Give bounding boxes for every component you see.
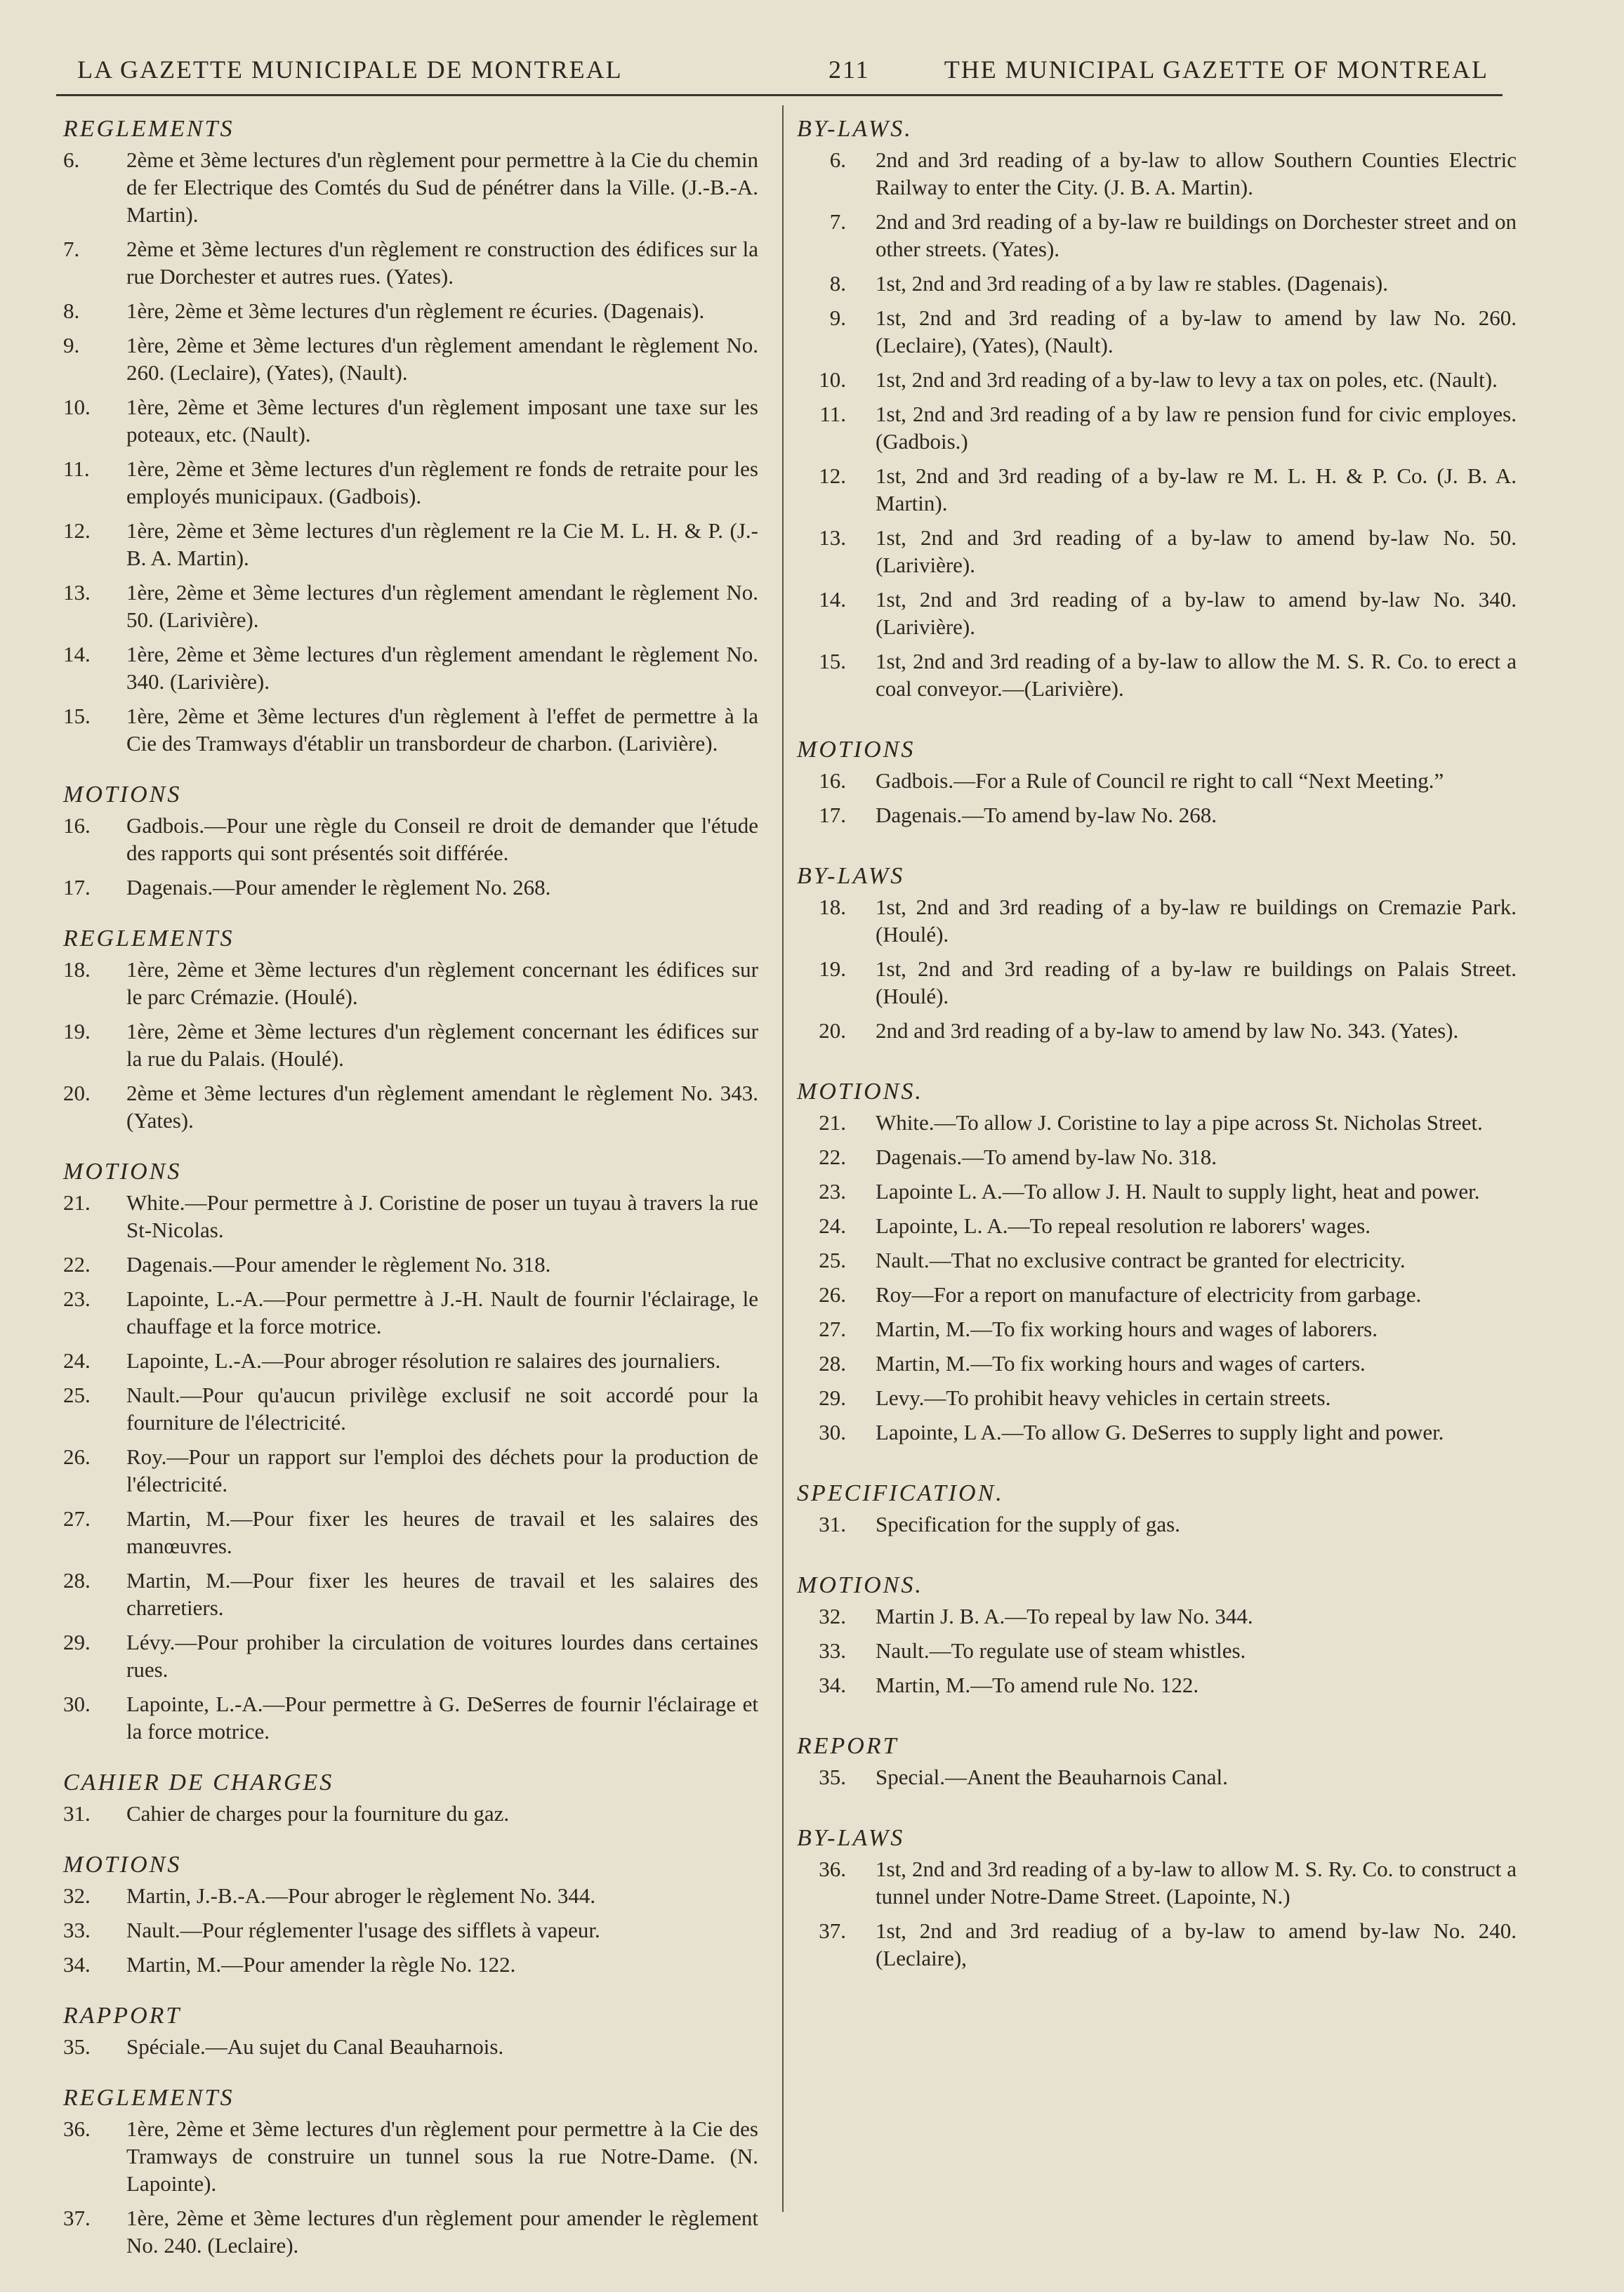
header-rule bbox=[56, 94, 1503, 96]
item-number: 17. bbox=[819, 803, 846, 827]
item-text: 1st, 2nd and 3rd reading of a by-law to amend by law No. 260. (Leclaire), (Yates), (Nault). bbox=[876, 305, 1517, 357]
list-item bbox=[797, 647, 1517, 702]
list-item bbox=[797, 1246, 1517, 1274]
item-text: Levy.—To prohibit heavy vehicles in certain streets. bbox=[876, 1385, 1331, 1410]
item-text: 2ème et 3ème lectures d'un règlement re construction des édifices sur la rue Dorchester et autres rues. (Yates). bbox=[126, 237, 758, 289]
item-text: Spéciale.—Au sujet du Canal Beauharnois. bbox=[126, 2034, 504, 2059]
item-text: Lapointe, L.-A.—Pour permettre à J.-H. Nault de fournir l'éclairage, le chauffage et la force motrice. bbox=[126, 1286, 758, 1338]
item-text: 1st, 2nd and 3rd reading of a by-law to amend by-law No. 340. (Larivière). bbox=[876, 587, 1517, 639]
item-number: 28. bbox=[819, 1351, 846, 1376]
item-text: 1ère, 2ème et 3ème lectures d'un règlement re écuries. (Dagenais). bbox=[126, 298, 705, 323]
item-number: 34. bbox=[819, 1673, 846, 1697]
item-text: Dagenais.—To amend by-law No. 318. bbox=[876, 1145, 1217, 1169]
section-heading: REPORT bbox=[797, 1733, 899, 1759]
list-item bbox=[63, 1079, 758, 1134]
item-number: 20. bbox=[63, 1081, 91, 1105]
item-number: 6. bbox=[63, 147, 80, 172]
page-number: 211 bbox=[828, 55, 870, 84]
list-item bbox=[63, 1690, 758, 1745]
item-number: 25. bbox=[63, 1383, 91, 1407]
item-number: 28. bbox=[63, 1568, 91, 1593]
list-item bbox=[797, 1384, 1517, 1411]
item-text: Cahier de charges pour la fourniture du gaz. bbox=[126, 1801, 510, 1826]
item-text: Specification for the supply of gas. bbox=[876, 1512, 1180, 1536]
list-item bbox=[63, 1251, 758, 1278]
item-number: 29. bbox=[819, 1385, 846, 1410]
list-item bbox=[797, 1178, 1517, 1205]
item-number: 7. bbox=[63, 237, 80, 261]
item-text: 2ème et 3ème lectures d'un règlement amendant le règlement No. 343. (Yates). bbox=[126, 1081, 758, 1133]
item-number: 37. bbox=[819, 1918, 846, 1943]
section-heading: MOTIONS bbox=[63, 782, 182, 808]
list-item bbox=[797, 955, 1517, 1010]
item-text: 2nd and 3rd reading of a by-law re buildings on Dorchester street and on other streets. (Yates). bbox=[876, 209, 1517, 261]
item-number: 26. bbox=[63, 1444, 91, 1469]
list-item bbox=[63, 1628, 758, 1683]
section-heading: BY-LAWS bbox=[797, 1825, 905, 1851]
list-item bbox=[63, 1916, 758, 1944]
list-item bbox=[63, 1189, 758, 1244]
section-heading: REGLEMENTS bbox=[63, 2085, 235, 2111]
item-number: 6. bbox=[829, 147, 846, 172]
item-number: 35. bbox=[63, 2034, 91, 2059]
item-text: 1ère, 2ème et 3ème lectures d'un règlement à l'effet de permettre à la Cie des Tramways d'établir un transbordeur de charbon. (Larivière). bbox=[126, 704, 758, 756]
item-number: 37. bbox=[63, 2206, 91, 2230]
item-text: 1st, 2nd and 3rd reading of a by-law to levy a tax on poles, etc. (Nault). bbox=[876, 367, 1498, 392]
item-number: 15. bbox=[63, 704, 91, 728]
item-text: 1ère, 2ème et 3ème lectures d'un règlement amendant le règlement No. 340. (Larivière). bbox=[126, 642, 758, 694]
list-item bbox=[63, 235, 758, 290]
section-heading: MOTIONS. bbox=[797, 1572, 923, 1598]
item-number: 30. bbox=[63, 1692, 91, 1716]
item-text: Roy—For a report on manufacture of electricity from garbage. bbox=[876, 1282, 1422, 1307]
list-item bbox=[797, 1637, 1517, 1664]
item-text: 1ère, 2ème et 3ème lectures d'un règlement concernant les édifices sur le parc Crémazie. (Houlé). bbox=[126, 957, 758, 1009]
item-text: Nault.—That no exclusive contract be granted for electricity. bbox=[876, 1248, 1406, 1272]
item-text: 2nd and 3rd reading of a by-law to amend by law No. 343. (Yates). bbox=[876, 1018, 1459, 1043]
item-text: 1st, 2nd and 3rd reading of a by-law to allow the M. S. R. Co. to erect a coal conveyor.—(Larivière). bbox=[876, 649, 1517, 701]
item-number: 31. bbox=[819, 1512, 846, 1536]
item-text: 1st, 2nd and 3rd readiug of a by-law to amend by-law No. 240. (Leclaire), bbox=[876, 1918, 1517, 1970]
list-item bbox=[63, 640, 758, 695]
item-number: 11. bbox=[819, 402, 846, 426]
item-text: 1st, 2nd and 3rd reading of a by-law to amend by-law No. 50. (Larivière). bbox=[876, 525, 1517, 577]
item-number: 21. bbox=[819, 1110, 846, 1135]
list-item bbox=[63, 1285, 758, 1340]
item-text: Lapointe, L A.—To allow G. DeSerres to supply light and power. bbox=[876, 1420, 1444, 1444]
list-item bbox=[797, 1763, 1517, 1791]
item-number: 36. bbox=[819, 1857, 846, 1881]
item-text: Gadbois.—Pour une règle du Conseil re droit de demander que l'étude des rapports qui sont présentés soit différée. bbox=[126, 813, 758, 865]
item-text: Gadbois.—For a Rule of Council re right to call “Next Meeting.” bbox=[876, 768, 1444, 793]
item-text: Lévy.—Pour prohiber la circulation de voitures lourdes dans certaines rues. bbox=[126, 1630, 758, 1682]
list-item bbox=[797, 1917, 1517, 1972]
item-number: 17. bbox=[63, 875, 91, 900]
item-number: 32. bbox=[819, 1604, 846, 1628]
item-number: 20. bbox=[819, 1018, 846, 1043]
item-number: 26. bbox=[819, 1282, 846, 1307]
list-item bbox=[797, 1510, 1517, 1538]
item-text: Nault.—Pour réglementer l'usage des sifflets à vapeur. bbox=[126, 1918, 600, 1942]
item-number: 35. bbox=[819, 1765, 846, 1789]
list-item bbox=[797, 524, 1517, 579]
item-number: 18. bbox=[63, 957, 91, 982]
list-item bbox=[797, 1143, 1517, 1171]
list-item bbox=[63, 455, 758, 510]
item-number: 22. bbox=[63, 1252, 91, 1277]
item-number: 9. bbox=[63, 333, 80, 357]
item-number: 18. bbox=[819, 895, 846, 919]
section-heading: REGLEMENTS bbox=[63, 116, 235, 142]
item-text: Lapointe, L. A.—To repeal resolution re laborers' wages. bbox=[876, 1213, 1371, 1238]
item-text: 1st, 2nd and 3rd reading of a by-law re buildings on Palais Street. (Houlé). bbox=[876, 956, 1517, 1008]
item-text: 1st, 2nd and 3rd reading of a by-law to allow M. S. Ry. Co. to construct a tunnel under Notre-Dame Street. (Lapointe, N.) bbox=[876, 1857, 1517, 1909]
item-number: 27. bbox=[63, 1506, 91, 1531]
header-french-title: LA GAZETTE MUNICIPALE DE MONTREAL bbox=[77, 55, 623, 84]
item-number: 16. bbox=[63, 813, 91, 838]
item-number: 14. bbox=[63, 642, 91, 666]
item-text: 1ère, 2ème et 3ème lectures d'un règlement amendant le règlement No. 260. (Leclaire), (Yates), (Nault). bbox=[126, 333, 758, 385]
list-item bbox=[63, 517, 758, 572]
list-item bbox=[797, 270, 1517, 297]
item-text: Martin, J.-B.-A.—Pour abroger le règlement No. 344. bbox=[126, 1883, 596, 1908]
item-text: 1st, 2nd and 3rd reading of a by law re stables. (Dagenais). bbox=[876, 271, 1388, 296]
list-item bbox=[63, 331, 758, 386]
page-header bbox=[77, 55, 1488, 88]
item-text: Martin, M.—To amend rule No. 122. bbox=[876, 1673, 1199, 1697]
list-item bbox=[797, 586, 1517, 640]
list-item bbox=[63, 297, 758, 324]
item-number: 36. bbox=[63, 2116, 91, 2141]
list-item bbox=[63, 1951, 758, 1978]
section-heading: RAPPORT bbox=[63, 2003, 182, 2029]
list-item bbox=[797, 146, 1517, 201]
list-item bbox=[63, 1443, 758, 1498]
section-heading: MOTIONS bbox=[797, 737, 916, 763]
section-heading: CAHIER DE CHARGES bbox=[63, 1770, 334, 1796]
item-number: 10. bbox=[819, 367, 846, 392]
list-item bbox=[63, 702, 758, 757]
item-number: 24. bbox=[63, 1348, 91, 1373]
item-text: 1ère, 2ème et 3ème lectures d'un règlement pour amender le règlement No. 240. (Leclaire). bbox=[126, 2206, 758, 2258]
item-text: Martin, M.—To fix working hours and wages of carters. bbox=[876, 1351, 1366, 1376]
item-number: 12. bbox=[819, 463, 846, 488]
list-item bbox=[797, 767, 1517, 794]
item-text: 1ère, 2ème et 3ème lectures d'un règlement amendant le règlement No. 50. (Larivière). bbox=[126, 580, 758, 632]
item-text: Roy.—Pour un rapport sur l'emploi des déchets pour la production de l'électricité. bbox=[126, 1444, 758, 1496]
list-item bbox=[797, 1602, 1517, 1630]
section-heading: REGLEMENTS bbox=[63, 926, 235, 951]
item-number: 27. bbox=[819, 1317, 846, 1341]
item-number: 19. bbox=[819, 956, 846, 981]
item-text: 1ère, 2ème et 3ème lectures d'un règlement pour permettre à la Cie des Tramways de construire un tunnel sous la rue Notre-Dame. (N. Lapointe). bbox=[126, 2116, 758, 2196]
section-heading: MOTIONS bbox=[63, 1852, 182, 1878]
item-text: Dagenais.—Pour amender le règlement No. 268. bbox=[126, 875, 551, 900]
list-item bbox=[63, 2033, 758, 2060]
item-number: 19. bbox=[63, 1019, 91, 1043]
list-item bbox=[797, 1281, 1517, 1308]
item-number: 9. bbox=[829, 305, 846, 330]
section-heading: MOTIONS bbox=[63, 1159, 182, 1185]
item-number: 14. bbox=[819, 587, 846, 612]
item-number: 25. bbox=[819, 1248, 846, 1272]
item-number: 16. bbox=[819, 768, 846, 793]
item-text: 2ème et 3ème lectures d'un règlement pour permettre à la Cie du chemin de fer Electrique des Comtés du Sud de pénétrer dans la Ville. (J.-B.-A. Martin). bbox=[126, 147, 758, 227]
item-text: Nault.—To regulate use of steam whistles. bbox=[876, 1638, 1246, 1663]
item-number: 8. bbox=[63, 298, 80, 323]
list-item bbox=[63, 1800, 758, 1827]
list-item bbox=[797, 304, 1517, 359]
item-text: Martin, M.—Pour fixer les heures de travail et les salaires des manœuvres. bbox=[126, 1506, 758, 1558]
list-item bbox=[797, 801, 1517, 829]
item-number: 11. bbox=[63, 456, 90, 481]
list-item bbox=[63, 1347, 758, 1374]
list-item bbox=[63, 146, 758, 228]
item-text: Dagenais.—To amend by-law No. 268. bbox=[876, 803, 1217, 827]
list-item bbox=[797, 208, 1517, 263]
list-item bbox=[797, 462, 1517, 517]
section-heading: BY-LAWS. bbox=[797, 116, 913, 142]
item-text: Lapointe, L.-A.—Pour permettre à G. DeSerres de fournir l'éclairage et la force motrice. bbox=[126, 1692, 758, 1744]
item-text: Martin, M.—To fix working hours and wages of laborers. bbox=[876, 1317, 1378, 1341]
item-text: White.—Pour permettre à J. Coristine de poser un tuyau à travers la rue St-Nicolas. bbox=[126, 1190, 758, 1242]
item-number: 15. bbox=[819, 649, 846, 673]
item-number: 32. bbox=[63, 1883, 91, 1908]
list-item bbox=[63, 1882, 758, 1909]
section-heading: SPECIFICATION. bbox=[797, 1480, 1004, 1506]
item-text: Lapointe, L.-A.—Pour abroger résolution re salaires des journaliers. bbox=[126, 1348, 721, 1373]
item-number: 12. bbox=[63, 518, 91, 543]
item-text: 1ère, 2ème et 3ème lectures d'un règlement concernant les édifices sur la rue du Palais. (Houlé). bbox=[126, 1019, 758, 1071]
item-text: 1ère, 2ème et 3ème lectures d'un règlement re la Cie M. L. H. & P. (J.-B. A. Martin). bbox=[126, 518, 758, 570]
list-item bbox=[63, 393, 758, 448]
item-number: 13. bbox=[819, 525, 846, 550]
list-item bbox=[797, 1418, 1517, 1446]
section-heading: MOTIONS. bbox=[797, 1079, 923, 1105]
item-number: 22. bbox=[819, 1145, 846, 1169]
list-item bbox=[797, 1109, 1517, 1136]
item-text: 1ère, 2ème et 3ème lectures d'un règlement re fonds de retraite pour les employés municipaux. (Gadbois). bbox=[126, 456, 758, 508]
item-text: Lapointe L. A.—To allow J. H. Nault to supply light, heat and power. bbox=[876, 1179, 1480, 1204]
item-number: 30. bbox=[819, 1420, 846, 1444]
header-english-title: THE MUNICIPAL GAZETTE OF MONTREAL bbox=[944, 55, 1488, 84]
list-item bbox=[63, 874, 758, 901]
item-number: 29. bbox=[63, 1630, 91, 1654]
list-item bbox=[797, 1315, 1517, 1343]
item-number: 31. bbox=[63, 1801, 91, 1826]
item-number: 23. bbox=[63, 1286, 91, 1311]
item-number: 33. bbox=[819, 1638, 846, 1663]
item-text: 1ère, 2ème et 3ème lectures d'un règlement imposant une taxe sur les poteaux, etc. (Nault). bbox=[126, 395, 758, 447]
item-text: Martin J. B. A.—To repeal by law No. 344. bbox=[876, 1604, 1253, 1628]
list-item bbox=[797, 1350, 1517, 1377]
item-number: 24. bbox=[819, 1213, 846, 1238]
item-text: Nault.—Pour qu'aucun privilège exclusif ne soit accordé pour la fourniture de l'électricité. bbox=[126, 1383, 758, 1435]
list-item bbox=[797, 893, 1517, 948]
section-heading: BY-LAWS bbox=[797, 863, 905, 889]
item-text: Martin, M.—Pour fixer les heures de travail et les salaires des charretiers. bbox=[126, 1568, 758, 1620]
item-text: 2nd and 3rd reading of a by-law to allow Southern Counties Electric Railway to enter the City. (J. B. A. Martin). bbox=[876, 147, 1517, 199]
english-column bbox=[797, 112, 1517, 2003]
list-item bbox=[63, 1381, 758, 1436]
list-item bbox=[797, 1671, 1517, 1699]
item-number: 13. bbox=[63, 580, 91, 605]
list-item bbox=[63, 956, 758, 1010]
list-item bbox=[797, 1855, 1517, 1910]
list-item bbox=[797, 366, 1517, 393]
list-item bbox=[63, 812, 758, 867]
item-number: 21. bbox=[63, 1190, 91, 1215]
list-item bbox=[63, 1567, 758, 1621]
list-item bbox=[63, 579, 758, 633]
item-text: 1st, 2nd and 3rd reading of a by law re pension fund for civic employes. (Gadbois.) bbox=[876, 402, 1517, 454]
item-number: 8. bbox=[829, 271, 846, 296]
list-item bbox=[797, 1017, 1517, 1044]
list-item bbox=[63, 1017, 758, 1072]
item-number: 10. bbox=[63, 395, 91, 419]
item-text: White.—To allow J. Coristine to lay a pipe across St. Nicholas Street. bbox=[876, 1110, 1483, 1135]
item-text: 1st, 2nd and 3rd reading of a by-law re M. L. H. & P. Co. (J. B. A. Martin). bbox=[876, 463, 1517, 515]
item-text: 1st, 2nd and 3rd reading of a by-law re buildings on Cremazie Park. (Houlé). bbox=[876, 895, 1517, 947]
list-item bbox=[63, 2115, 758, 2197]
item-number: 33. bbox=[63, 1918, 91, 1942]
item-number: 34. bbox=[63, 1952, 91, 1977]
item-text: Dagenais.—Pour amender le règlement No. 318. bbox=[126, 1252, 551, 1277]
item-text: Special.—Anent the Beauharnois Canal. bbox=[876, 1765, 1228, 1789]
list-item bbox=[797, 400, 1517, 455]
list-item bbox=[63, 2204, 758, 2259]
item-number: 7. bbox=[829, 209, 846, 234]
column-divider bbox=[782, 105, 784, 2212]
list-item bbox=[797, 1212, 1517, 1239]
list-item bbox=[63, 1505, 758, 1560]
item-number: 23. bbox=[819, 1179, 846, 1204]
item-text: Martin, M.—Pour amender la règle No. 122. bbox=[126, 1952, 516, 1977]
french-column bbox=[63, 112, 758, 2280]
